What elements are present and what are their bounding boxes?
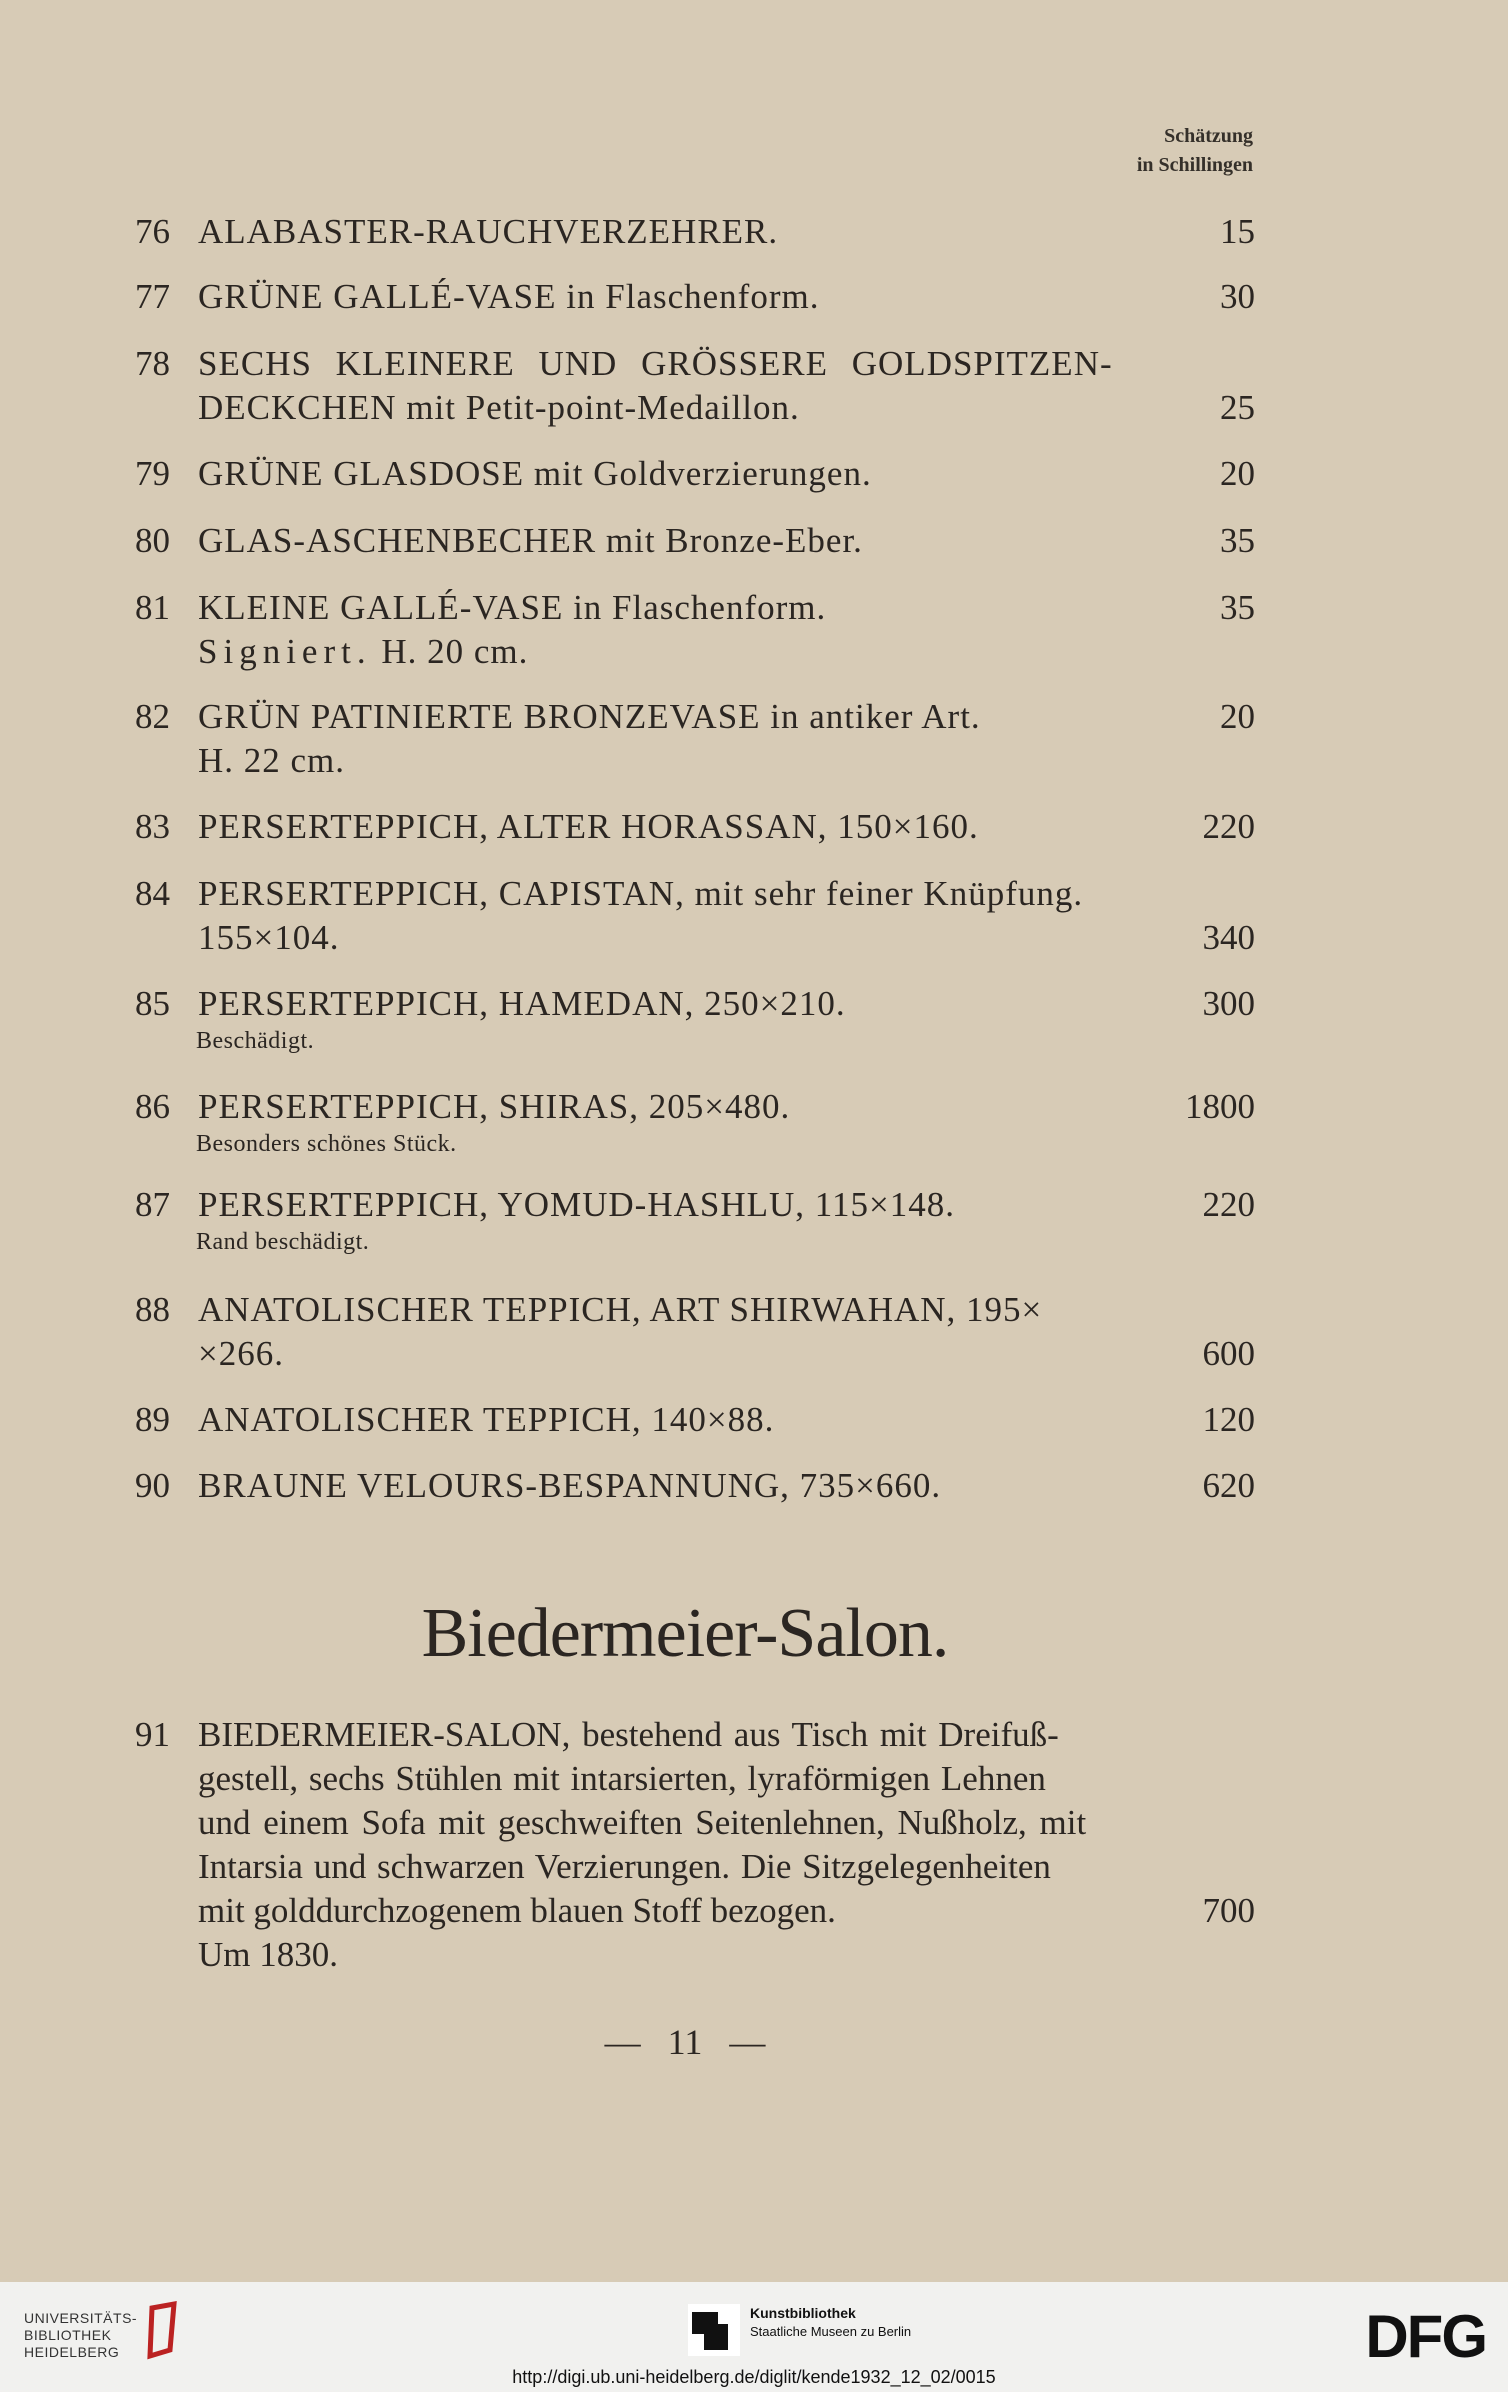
lot-price: 600: [1202, 1334, 1255, 1373]
lot-description: [198, 452, 1148, 496]
description-line: PERSERTEPPICH, SHIRAS, 205×480.: [198, 1087, 791, 1126]
description-line: GRÜN PATINIERTE BRONZEVASE in antiker Art.: [198, 697, 981, 736]
kunstbibliothek-label: Kunstbibliothek Staatliche Museen zu Berlin: [750, 2305, 912, 2339]
description-line: mit golddurchzogenem blauen Stoff bezogen.: [198, 1891, 836, 1930]
description-line: ×266.: [198, 1334, 284, 1373]
signature-note: Signiert.: [198, 632, 372, 671]
footer-bar: [0, 2282, 1508, 2392]
lot-number: 88: [135, 1290, 170, 1329]
lot-number: 87: [135, 1185, 170, 1224]
university-library-logo[interactable]: UNIVERSITÄTS- BIBLIOTHEK HEIDELBERG: [24, 2310, 138, 2360]
lot-description: [198, 695, 1148, 783]
description-line: Um 1830.: [198, 1935, 338, 1974]
kunstbibliothek-logo-icon[interactable]: [688, 2304, 740, 2356]
lot-description: [198, 1183, 1148, 1257]
description-line: KLEINE GALLÉ-VASE in Flaschenform.: [198, 588, 827, 627]
lot-description: [198, 1464, 1148, 1508]
description-line: H. 22 cm.: [198, 741, 346, 780]
header-line-2: in Schillingen: [1136, 154, 1253, 176]
description-line: GLAS-ASCHENBECHER mit Bronze-Eber.: [198, 521, 863, 560]
lot-number: 83: [135, 807, 170, 846]
lot-description: [198, 210, 1148, 254]
lot-price: 620: [1202, 1466, 1255, 1505]
description-line: BIEDERMEIER-SALON, bestehend aus Tisch mit Dreifuß-: [198, 1715, 1059, 1754]
description-line: GRÜNE GLASDOSE mit Goldverzierungen.: [198, 454, 872, 493]
lot-price: 20: [1220, 454, 1255, 493]
lot-description: [198, 1085, 1148, 1159]
description-line: BRAUNE VELOURS-BESPANNUNG, 735×660.: [198, 1466, 942, 1505]
lot-number: 78: [135, 344, 170, 383]
lot-number: 89: [135, 1400, 170, 1439]
lot-description: [198, 342, 1148, 430]
lot-description: [198, 1713, 1148, 1977]
lot-price: 35: [1220, 588, 1255, 627]
lot-price: 25: [1220, 388, 1255, 427]
description-line: und einem Sofa mit geschweiften Seitenlehnen, Nußholz, mit: [198, 1803, 1087, 1842]
condition-note: Besonders schönes Stück.: [196, 1131, 457, 1157]
lot-number: 85: [135, 984, 170, 1023]
lot-description: [198, 1398, 1148, 1442]
lot-price: 15: [1220, 212, 1255, 251]
lot-description: [198, 982, 1148, 1056]
lot-price: 1800: [1185, 1087, 1255, 1126]
lot-price: 35: [1220, 521, 1255, 560]
lot-price: 20: [1220, 697, 1255, 736]
lot-number: 79: [135, 454, 170, 493]
price-column-header: [1137, 122, 1253, 180]
description-line: ANATOLISCHER TEPPICH, ART SHIRWAHAN, 195×: [198, 1290, 1043, 1329]
description-line: PERSERTEPPICH, CAPISTAN, mit sehr feiner Knüpfung.: [198, 874, 1084, 913]
lot-price: 120: [1202, 1400, 1255, 1439]
description-line: PERSERTEPPICH, HAMEDAN, 250×210.: [198, 984, 846, 1023]
description-line: [198, 630, 1148, 674]
lot-number: 76: [135, 212, 170, 251]
lot-price: 220: [1202, 1185, 1255, 1224]
lot-number: 84: [135, 874, 170, 913]
condition-note: Rand beschädigt.: [196, 1229, 370, 1255]
lot-description: [198, 1288, 1148, 1376]
lot-description: [198, 872, 1148, 960]
height-note: H. 20 cm.: [371, 632, 529, 671]
description-line: PERSERTEPPICH, YOMUD-HASHLU, 115×148.: [198, 1185, 955, 1224]
lot-price: 700: [1202, 1891, 1255, 1930]
lot-description: [198, 519, 1148, 563]
description-line: 155×104.: [198, 918, 340, 957]
lot-number: 91: [135, 1715, 170, 1754]
description-line: Intarsia und schwarzen Verzierungen. Die Sitzgelegenheiten: [198, 1847, 1051, 1886]
dfg-logo[interactable]: DFG: [1365, 2303, 1486, 2370]
lot-description: [198, 805, 1148, 849]
lot-price: 220: [1202, 807, 1255, 846]
page-url[interactable]: http://digi.ub.uni-heidelberg.de/diglit/kende1932_12_02/0015: [512, 2367, 996, 2387]
lot-number: 77: [135, 277, 170, 316]
lot-number: 81: [135, 588, 170, 627]
lot-description: [198, 275, 1148, 319]
description-line: DECKCHEN mit Petit-point-Medaillon.: [198, 388, 800, 427]
header-line-1: Schätzung: [1164, 125, 1253, 147]
lot-price: 340: [1202, 918, 1255, 957]
lot-description: [198, 586, 1148, 674]
description-line: GRÜNE GALLÉ-VASE in Flaschenform.: [198, 277, 820, 316]
page-number: — 11 —: [604, 2022, 766, 2062]
lot-number: 80: [135, 521, 170, 560]
description-line: ALABASTER-RAUCHVERZEHRER.: [198, 212, 779, 251]
description-line: SECHS KLEINERE UND GRÖSSERE GOLDSPITZEN-: [198, 344, 1113, 383]
lot-price: 30: [1220, 277, 1255, 316]
lot-number: 90: [135, 1466, 170, 1505]
condition-note: Beschädigt.: [196, 1028, 315, 1054]
description-line: gestell, sechs Stühlen mit intarsierten, lyraförmigen Lehnen: [198, 1759, 1046, 1798]
description-line: ANATOLISCHER TEPPICH, 140×88.: [198, 1400, 775, 1439]
lot-price: 300: [1202, 984, 1255, 1023]
section-title: Biedermeier-Salon.: [421, 1595, 949, 1672]
lot-number: 86: [135, 1087, 170, 1126]
university-library-mark-icon: [140, 2300, 180, 2360]
lot-number: 82: [135, 697, 170, 736]
description-line: PERSERTEPPICH, ALTER HORASSAN, 150×160.: [198, 807, 979, 846]
